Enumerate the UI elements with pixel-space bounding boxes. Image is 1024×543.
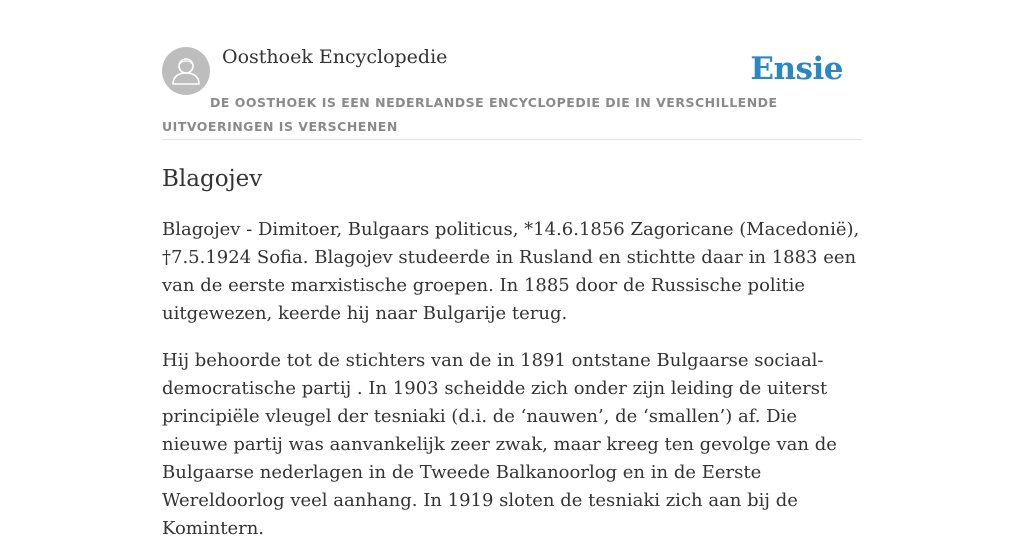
site-header xyxy=(162,0,862,140)
article-paragraph-2: Hij behoorde tot de stichters van de in 1891 ontstane Bulgaarse sociaal-democratische partij . In 1903 scheidde zich onder zijn leiding de uiterst principiële vleugel der tesniaki (d.i. de ‘nauwen’, de ‘smallen’) af. Die nieuwe partij was aanvankelijk zeer zwak, maar kreeg ten gevolge van de Bulgaarse nederlagen in de Tweede Balkanoorlog en in de Eerste Wereldoorlog veel aanhang. In 1919 sloten de tesniaki zich aan bij de Komintern. xyxy=(162,350,837,539)
site-tagline: DE OOSTHOEK IS EEN NEDERLANDSE ENCYCLOPEDIE DIE IN VERSCHILLENDE UITVOERINGEN IS VERSCHENEN xyxy=(162,95,778,134)
user-icon[interactable] xyxy=(162,47,210,95)
user-icon-graphic xyxy=(162,47,210,95)
article-paragraph-1: Blagojev - Dimitoer, Bulgaars politicus, *14.6.1856 Zagoricane (Macedonië), †7.5.1924 Sofia. Blagojev studeerde in Rusland en stichtte daar in 1883 een van de eerste marxistische groepen. In 1885 door de Russische politie uitgewezen, keerde hij naar Bulgarije terug. xyxy=(162,219,860,324)
site-name[interactable]: Oosthoek Encyclopedie xyxy=(222,46,448,68)
article-title: Blagojev xyxy=(162,166,263,192)
page xyxy=(162,0,862,543)
ensie-logo[interactable]: Ensie xyxy=(750,51,843,87)
